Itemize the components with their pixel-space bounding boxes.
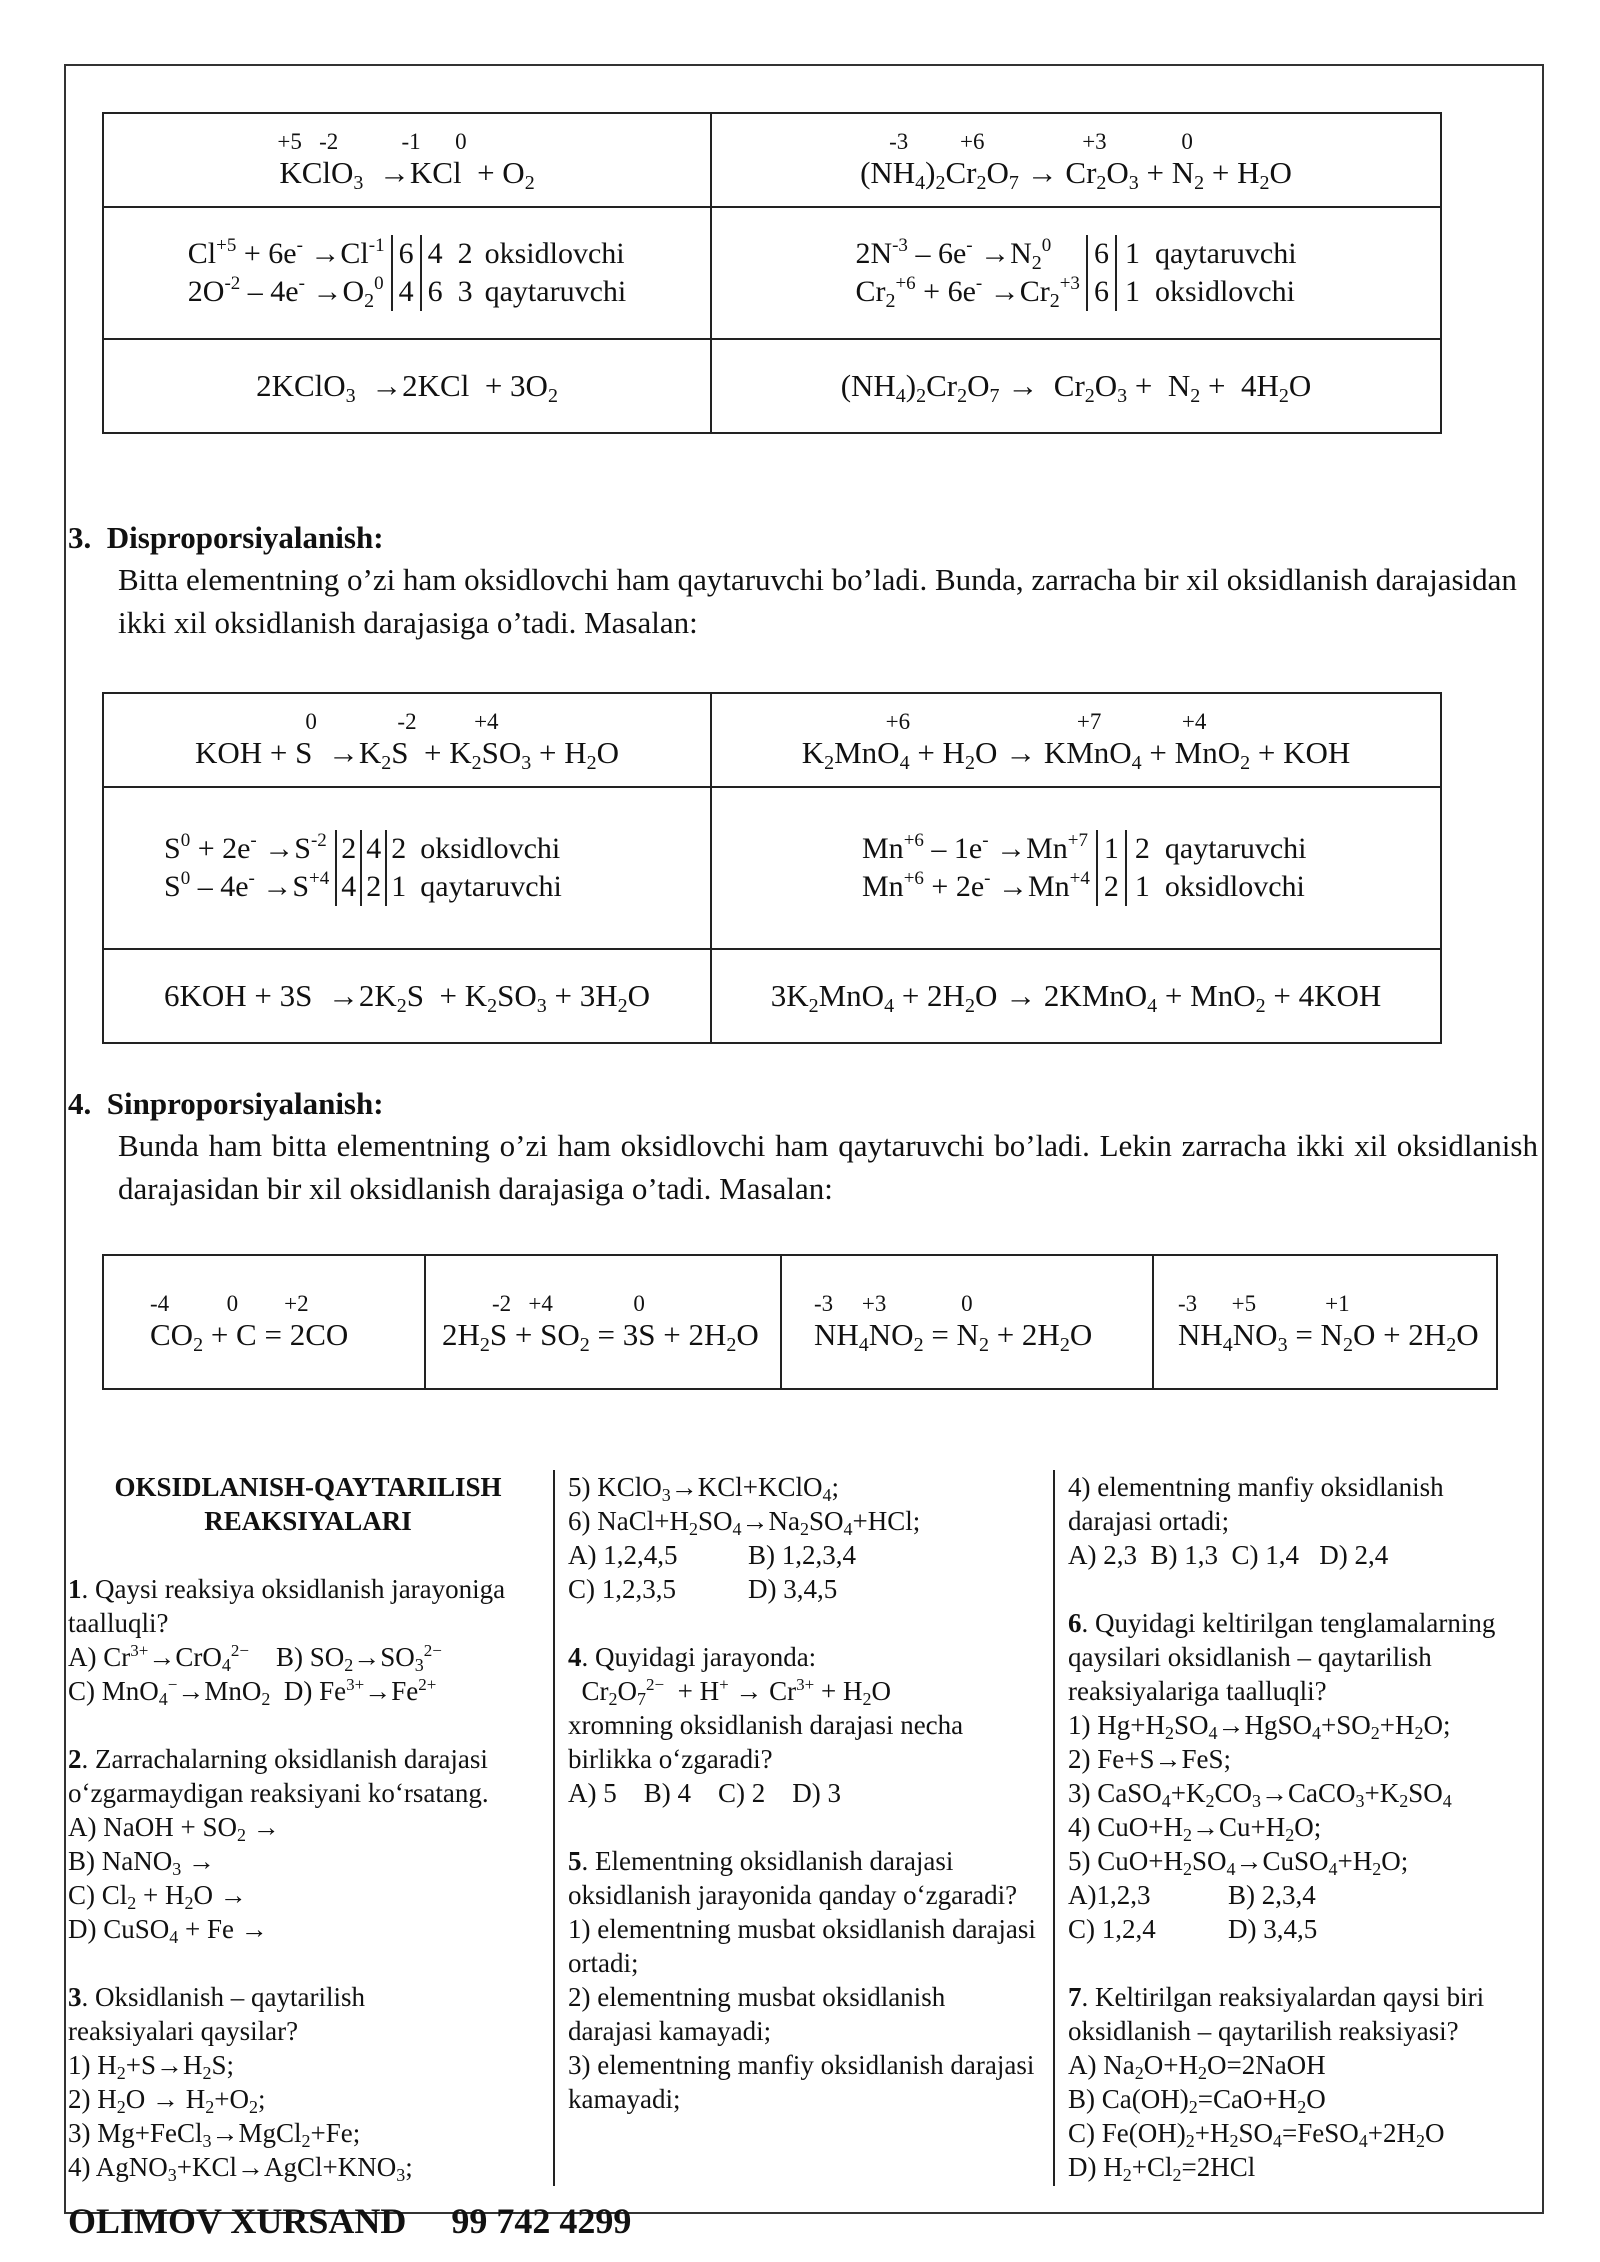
section-3-text: Bitta elementning o’zi ham oksidlovchi ham qaytaruvchi bo’ladi. Bunda, zarracha bir xil oksidlanish darajasidan ikki xil oksidlanish darajasiga o’tadi. Masalan:: [118, 562, 1517, 640]
table1-left-equation: [103, 113, 711, 207]
quiz-column-3: 4) elementning manfiy oksidlanish darajasi ortadi; A) 2,3 B) 1,3 C) 1,4 D) 2,4 6. Quyidagi keltirilgan tenglamalarning qaysilari oksidlanish – qaytarilish reaksiyalariga taalluqli? 1) $Hg+H_2SO_4\to HgSO_4+SO_2+H_2O$; 2) Fe+S→FeS; 3) $CaSO_4+K_2CO_3\to CaCO_3+K_2SO_4$ 4) $CuO+H_2\to Cu+H_2O$; 5) $CuO+H_2SO_4\to CuSO_4+H_2O$; A)1,2,3 B) 2,3,4 C) 1,2,4 D) 3,4,5 7. Keltirilgan reaksiyalardan qaysi biri oksidlanish – qaytarilish reaksiyasi? A) $Na_2O+H_2O=2NaOH$ B) $Ca(OH)_2=CaO+H_2O$ C) $Fe(OH)_2+H_2SO_4=FeSO_4+2H_2O$ D) $H_2+Cl_2=2HCl$: [1068, 1470, 1538, 2184]
table3-cell-4: -3 +5 +1 $NH_4NO_3 = N_2O + 2H_2O$: [1153, 1255, 1497, 1389]
table2-right-balance: $Mn^{+6} - 1e^- \to Mn^{+7}$ 1 2 qaytaruvchi $Mn^{+6} + 2e^- \to Mn^{+4}$ 2 1 oksidlovchi: [711, 787, 1441, 949]
table1-right-balance: $2N^{-3} - 6e^- \to N_2^0$ 6 1 qaytaruvchi $Cr_2^{+6} + 6e^- \to Cr_2^{+3}$ 6 1 oksidlovchi: [711, 207, 1441, 339]
column-divider: [553, 1470, 555, 2186]
role-label: oksidlovchi: [1154, 275, 1295, 308]
role-label: qaytaruvchi: [484, 275, 627, 308]
equation: KClO$_3$ $\to KCl + O_2$: [279, 155, 535, 194]
q3-answers: A) 1,2,4,5 B) 1,2,3,4: [568, 1540, 856, 1570]
quiz-column-1: OKSIDLANISH-QAYTARILISH REAKSIYALARI 1. Qaysi reaksiya oksidlanish jarayoniga taalluqli? A) $Cr^{3+}\to CrO_4^{2-}$ B) $SO_2\to SO_3^{2-}$ C) MnO$_4$−→MnO$_2$ D) $Fe^{3+}\to Fe^{2+}$ 2. Zarrachalarning oksidlanish darajasi o‘zgarmaydigan reaksiyani ko‘rsatang. A) NaOH + $SO_2$ → B) NaNO$_3$ → C) $Cl_2 + H_2O$ → D) CuSO$_4$ + Fe → 3. Oksidlanish – qaytarilish reaksiyalari qaysilar? 1) $H_2+S\to H_2S$; 2) $H_2O \to H_2+O_2$; 3) Mg+FeCl$_3$→MgCl$_2$+Fe; 4) $AgNO_3+KCl\to AgCl+KNO_3$;: [68, 1470, 548, 2184]
section-3-heading: 3. Disproporsiyalanish:: [68, 520, 384, 555]
question-4: 4. Quyidagi jarayonda:: [568, 1642, 817, 1672]
q6-answers: A)1,2,3 B) 2,3,4: [1068, 1880, 1316, 1910]
redox-table-3: [102, 1254, 1498, 1390]
table2-right-result: $3K_2MnO_4 + 2H_2O$ → 2KMnO$_4$ + MnO$_2$ + 4KOH: [711, 949, 1441, 1043]
question-2: 2. Zarrachalarning oksidlanish darajasi o‘zgarmaydigan reaksiyani ko‘rsatang.: [68, 1744, 489, 1808]
table1-right-equation: [711, 113, 1441, 207]
role-label: oksidlovchi: [484, 237, 625, 270]
table2-right-equation: +6 +7 +4 $K_2MnO_4 + H_2O$ → KMnO$_4$ + MnO$_2$ + KOH: [711, 693, 1441, 787]
table1-left-result: 2KClO$_3$ $\to 2KCl + 3O_2$: [103, 339, 711, 433]
table1-right-result: $(NH_4)_2Cr_2O_7 \to Cr_2O_3 + N_2 + 4H_2O$: [711, 339, 1441, 433]
section-4-text: Bunda ham bitta elementning o’zi ham oksidlovchi ham qaytaruvchi bo’ladi. Lekin zarracha ikki xil oksidlanish darajasidan bir xil oksidlanish darajasiga o’tadi. Masalan:: [118, 1128, 1538, 1206]
author-phone: 99 742 4299: [451, 2201, 632, 2241]
table3-cell-3: -3 +3 0 $NH_4NO_2 = N_2 + 2H_2O$: [781, 1255, 1153, 1389]
oxidation-states: +5 -2 -1 0: [277, 129, 467, 154]
redox-table-1: [102, 112, 1442, 434]
table3-cell-2: -2 +4 0 $2H_2S + SO_2 = 3S + 2H_2O$: [425, 1255, 781, 1389]
table2-left-result: $6KOH + 3S \to 2K_2S + K_2SO_3 + 3H_2O$: [103, 949, 711, 1043]
question-6: 6. Quyidagi keltirilgan tenglamalarning qaysilari oksidlanish – qaytarilish reaksiyalariga taalluqli?: [1068, 1608, 1496, 1706]
author-name: OLIMOV XURSAND: [68, 2201, 407, 2241]
quiz-title: OKSIDLANISH-QAYTARILISH REAKSIYALARI: [114, 1472, 502, 1536]
table3-cell-1: -4 0 +2 $CO_2 + C = 2CO$: [103, 1255, 425, 1389]
q4-answers: A) 5 B) 4 C) 2 D) 3: [568, 1778, 841, 1808]
question-7: 7. Keltirilgan reaksiyalardan qaysi biri oksidlanish – qaytarilish reaksiyasi?: [1068, 1982, 1485, 2046]
section-4-heading: 4. Sinproporsiyalanish:: [68, 1086, 384, 1121]
question-5: 5. Elementning oksidlanish darajasi oksidlanish jarayonida qanday o‘zgaradi?: [568, 1846, 1018, 1910]
oxidation-states: -3 +6 +3 0: [889, 129, 1193, 154]
question-3: 3. Oksidlanish – qaytarilish reaksiyalari qaysilar?: [68, 1982, 365, 2046]
quiz-column-2: 5) KClO$_3$→KCl+KClO$_4$; 6) $NaCl+H_2SO_4\to Na_2SO_4+HCl$; A) 1,2,4,5 B) 1,2,3,4 C) 1,2,3,5 D) 3,4,5 4. Quyidagi jarayonda: $Cr_2O_7^{2-} + H^+ \to Cr^{3+} + H_2O$ xromning oksidlanish darajasi necha birlikka o‘zgaradi? A) 5 B) 4 C) 2 D) 3 5. Elementning oksidlanish darajasi oksidlanish jarayonida qanday o‘zgaradi? 1) elementning musbat oksidlanish darajasi ortadi; 2) elementning musbat oksidlanish darajasi kamayadi; 3) elementning manfiy oksidlanish darajasi kamayadi;: [568, 1470, 1048, 2116]
table1-left-balance: $Cl^{+5} + 6e^- \to Cl^{-1}$ 6 4 2 oksidlovchi $2O^{-2} - 4e^- \to O_2^0$ 4 6 3 qaytaruvchi: [103, 207, 711, 339]
table2-left-equation: 0 -2 +4 KOH + $S \to K_2S + K_2SO_3 + H_2O$: [103, 693, 711, 787]
column-divider: [1053, 1470, 1055, 2186]
author-footer: [68, 2200, 631, 2242]
equation: $(NH_4)_2Cr_2O_7 \to Cr_2O_3 + N_2 + H_2O$: [860, 155, 1292, 194]
table2-left-balance: $S^0 + 2e^- \to S^{-2}$ 2 4 2 oksidlovchi $S^0 - 4e^- \to S^{+4}$ 4 2 1 qaytaruvchi: [103, 787, 711, 949]
question-1: 1. Qaysi reaksiya oksidlanish jarayoniga taalluqli?: [68, 1574, 506, 1638]
q5-answers: A) 2,3 B) 1,3 C) 1,4 D) 2,4: [1068, 1540, 1389, 1570]
role-label: qaytaruvchi: [1154, 237, 1297, 270]
redox-table-2: [102, 692, 1442, 1044]
